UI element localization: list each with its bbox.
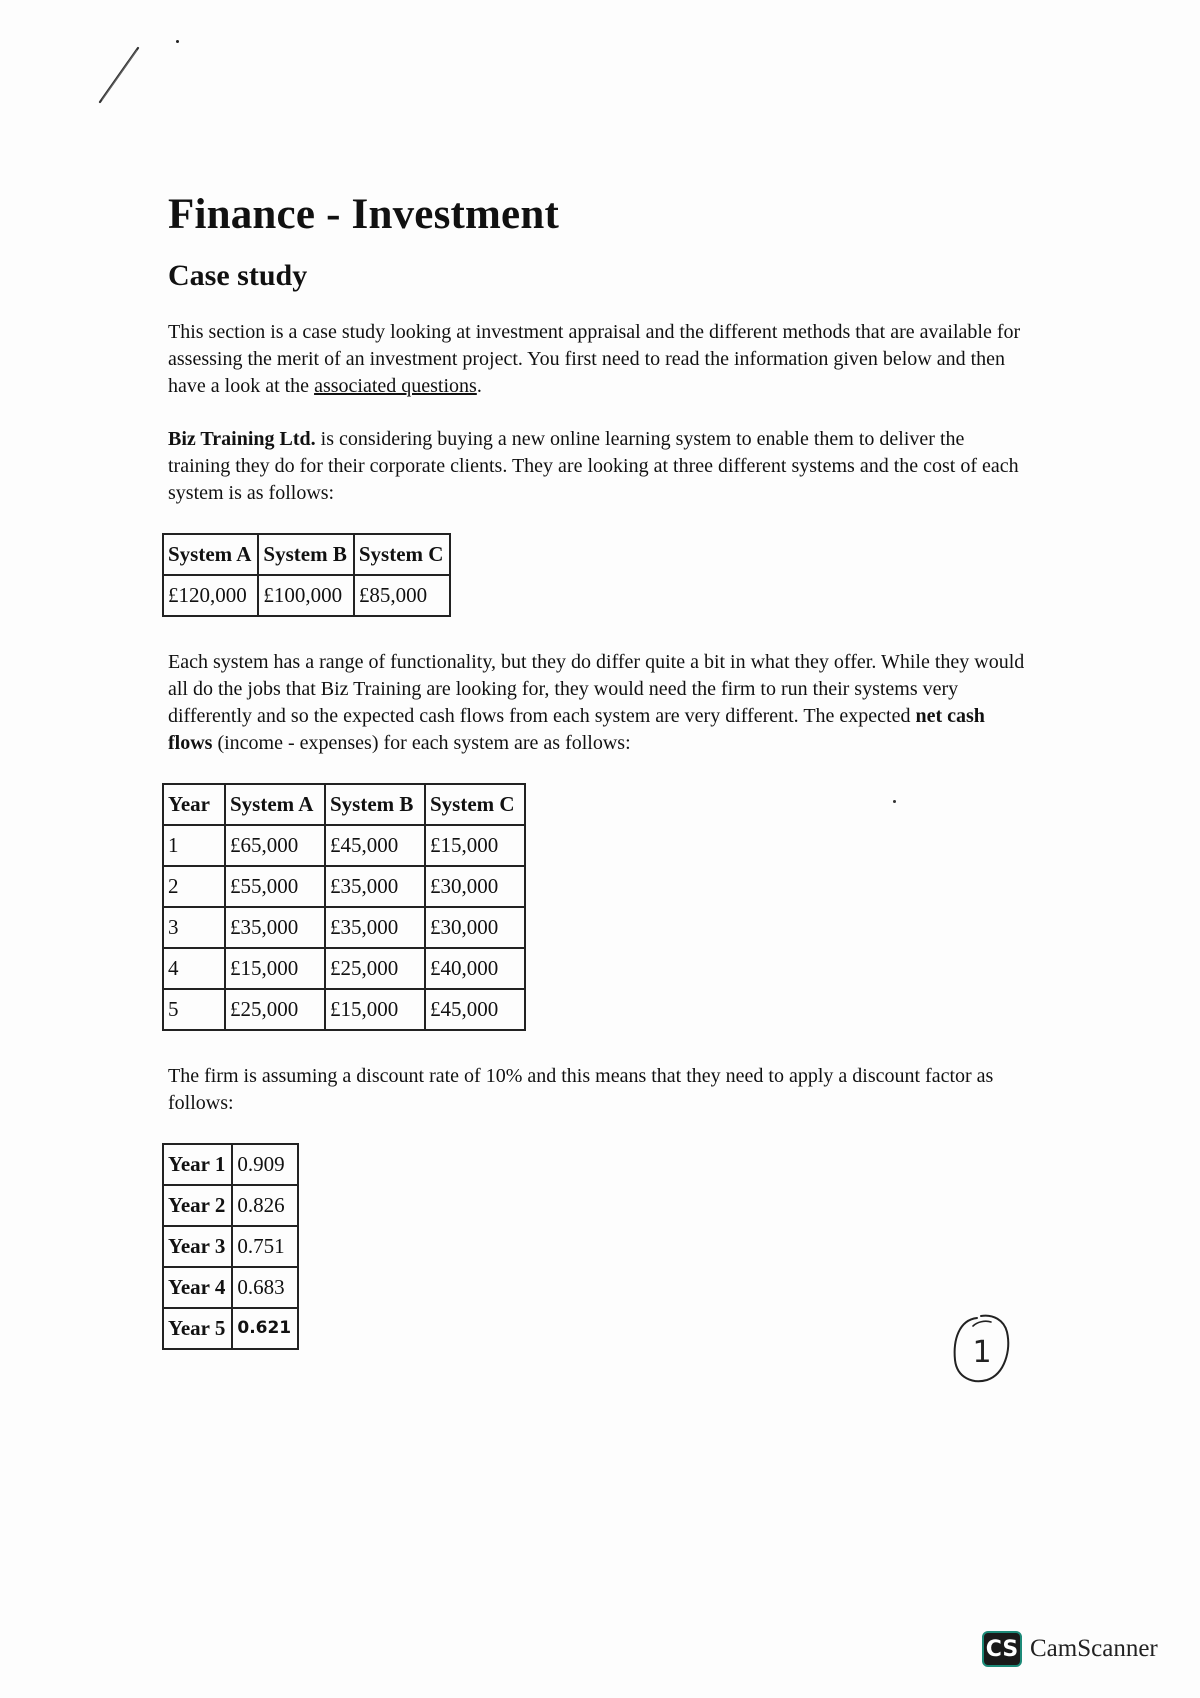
table-row <box>163 1185 298 1226</box>
table-row <box>163 575 450 616</box>
table-cell: £120,000 <box>163 575 258 616</box>
table-cell: £15,000 <box>425 825 525 866</box>
table-cell: £40,000 <box>425 948 525 989</box>
table-header-cell: System A <box>163 534 258 575</box>
company-name: Biz Training Ltd. <box>168 428 316 450</box>
table-cell: £65,000 <box>225 825 325 866</box>
table-cell: £55,000 <box>225 866 325 907</box>
intro-paragraph <box>168 319 1028 400</box>
table-cell: £25,000 <box>325 948 425 989</box>
table-row <box>163 948 525 989</box>
table-row <box>163 866 525 907</box>
discount-factor-cell: 0.621 <box>232 1308 298 1349</box>
cash-flow-table <box>162 783 526 1031</box>
net-cash-flows-term: net cash flows <box>168 705 985 754</box>
camscanner-name: CamScanner <box>1030 1635 1158 1662</box>
functionality-paragraph <box>168 649 1028 757</box>
system-cost-table <box>162 533 451 617</box>
page-title: Finance - Investment <box>168 191 559 238</box>
paragraph-text-end: (income - expenses) for each system are as follows: <box>212 732 631 754</box>
table-cell: £15,000 <box>225 948 325 989</box>
table-header-cell: System B <box>325 784 425 825</box>
table-row <box>163 825 525 866</box>
table-cell: £85,000 <box>354 575 451 616</box>
year-cell: 3 <box>163 907 225 948</box>
pen-stroke-mark <box>88 40 148 110</box>
camscanner-logo-icon: CS <box>982 1631 1022 1667</box>
table-cell: £15,000 <box>325 989 425 1030</box>
table-header-cell: System C <box>354 534 451 575</box>
year-label-cell: Year 3 <box>163 1226 232 1267</box>
table-row <box>163 989 525 1030</box>
table-header-cell: Year <box>163 784 225 825</box>
table-cell: £45,000 <box>425 989 525 1030</box>
table-header-row <box>163 784 525 825</box>
table-cell: £30,000 <box>425 907 525 948</box>
biz-paragraph-text: is considering buying a new online learning system to enable them to deliver the training they do for their corporate clients. They are looking at three different systems and the cost of each system is as follows: <box>168 428 1019 504</box>
table-header-cell: System A <box>225 784 325 825</box>
handwritten-page-number <box>947 1310 1017 1390</box>
page-number-text: 1 <box>972 1335 992 1370</box>
table-header-row <box>163 534 450 575</box>
year-cell: 5 <box>163 989 225 1030</box>
table-row <box>163 1267 298 1308</box>
year-label-cell: Year 4 <box>163 1267 232 1308</box>
discount-factor-cell: 0.826 <box>232 1185 298 1226</box>
year-cell: 1 <box>163 825 225 866</box>
table-cell: £35,000 <box>325 866 425 907</box>
discount-factor-table <box>162 1143 299 1350</box>
intro-text-end: . <box>476 375 482 397</box>
table-cell: £45,000 <box>325 825 425 866</box>
table-cell: £30,000 <box>425 866 525 907</box>
table-row <box>163 1226 298 1267</box>
table-cell: £25,000 <box>225 989 325 1030</box>
table-row <box>163 907 525 948</box>
paragraph-text: Each system has a range of functionality, but they do differ quite a bit in what they offer. While they would all do the jobs that Biz Training are looking for, they would need the firm to run their systems very differently and so the expected cash flows from each system are very different. The expected <box>168 651 1025 727</box>
year-label-cell: Year 1 <box>163 1144 232 1185</box>
biz-paragraph <box>168 426 1028 507</box>
discount-factor-cell: 0.683 <box>232 1267 298 1308</box>
table-cell: £35,000 <box>325 907 425 948</box>
year-cell: 4 <box>163 948 225 989</box>
table-header-cell: System C <box>425 784 525 825</box>
year-label-cell: Year 5 <box>163 1308 232 1349</box>
discount-paragraph: The firm is assuming a discount rate of 10% and this means that they need to apply a discount factor as follows: <box>168 1065 994 1114</box>
year-cell: 2 <box>163 866 225 907</box>
table-cell: £35,000 <box>225 907 325 948</box>
intro-text: This section is a case study looking at investment appraisal and the different methods that are available for assessing the merit of an investment project. You first need to read the information given below and then have a look at the <box>168 321 1021 397</box>
discount-factor-cell: 0.909 <box>232 1144 298 1185</box>
table-row <box>163 1144 298 1185</box>
associated-questions-link[interactable]: associated questions <box>314 375 477 397</box>
discount-factor-cell: 0.751 <box>232 1226 298 1267</box>
table-row <box>163 1308 298 1349</box>
year-label-cell: Year 2 <box>163 1185 232 1226</box>
document-body <box>168 190 1028 1382</box>
camscanner-watermark <box>982 1631 1158 1667</box>
section-heading: Case study <box>168 259 308 292</box>
table-cell: £100,000 <box>258 575 353 616</box>
table-header-cell: System B <box>258 534 353 575</box>
stray-mark <box>176 40 179 43</box>
